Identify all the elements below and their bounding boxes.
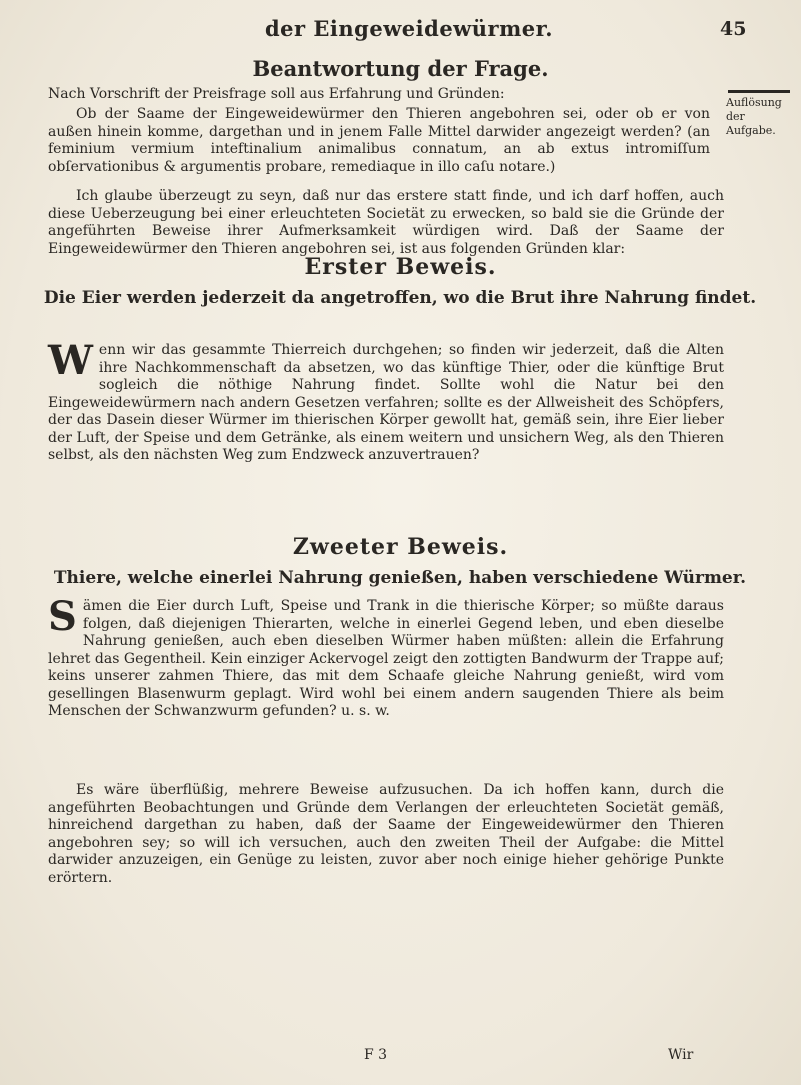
- prize-question: [48, 106, 710, 176]
- prize-question-text: Ob der Saame der Eingeweidewürmer den Thieren angebohren sei, oder ob er von außen hinein komme, dargethan und in jenem Falle Mittel darwider angezeigt werden? (an feminium vermium inteftinalium animalibus connatum, an ab extus intromiſſum obſervationibus & argumentis probare, remediaque in illo caſu notare.): [48, 106, 710, 175]
- proof2-text: ämen die Eier durch Luft, Speise und Trank in die thierische Körper; so müßte daraus folgen, daß diejenigen Thierarten, welche in einerlei Gegend leben, und eben dieselbe Nahrung genießen, auch eben dieselben Würmer haben müßten: allein die Erfahrung lehret das Gegentheil. Kein einziger Ackervogel zeigt den zottigten Bandwurm der Trappe auf; keins unserer zahmen Thiere, das mit dem Schaafe gleiche Nahrung genießt, wird vom gesellingen Blasenwurm geplagt. Wird wohl bei einem andern saugenden Thiere als beim Menschen der Schwanzwurm gefunden? u. s. w.: [48, 598, 724, 719]
- intro-line: Nach Vorschrift der Preisfrage soll aus Erfahrung und Gründen:: [48, 86, 505, 102]
- proof1-text: enn wir das gesammte Thierreich durchgehen; so finden wir jederzeit, daß die Alten ihre Nachkommenschaft da absetzen, wo das künftige Thier, oder die künftige Brut sogleich die nöthige Nahrung findet. Sollte wohl die Natur bei den Eingeweidewürmern nach andern Gesetzen verfahren; sollte es der Allweisheit des Schöpfers, der das Dasein dieser Würmer im thierischen Körper gewollt hat, gemäß sein, ihre Eier lieber der Luft, der Speise und dem Getränke, als einem weitern und unsichern Weg, als den Thieren selbst, als den nächsten Weg zum Endzweck anzuvertrauen?: [48, 342, 724, 463]
- proof2-thesis: Thiere, welche einerlei Nahrung genießen, haben verschiedene Würmer.: [53, 568, 747, 588]
- proof1-title: Erster Beweis.: [304, 254, 497, 280]
- running-head: der Eingeweidewürmer.: [265, 16, 554, 41]
- page-number: 45: [720, 18, 747, 40]
- closing-paragraph: Es wäre überflüßig, mehrere Beweise aufzusuchen. Da ich hoffen kann, durch die angeführten Beobachtungen und Gründe dem Verlangen der erleuchteten Societät gemäß, hinreichend dargethan zu haben, daß der Saame der Eingeweidewürmer den Thieren angebohren sey; so will ich versuchen, auch den zweiten Theil der Aufgabe: die Mittel darwider anzuzeigen, ein Genüge zu leisten, zuvor aber noch einige hieher gehörige Punkte erörtern.: [48, 782, 724, 886]
- intro-paragraph: Ich glaube überzeugt zu seyn, daß nur das erstere statt finde, und ich darf hoffen, auch diese Ueberzeugung bei einer erleuchteten Societät zu erwecken, so bald sie die Gründe der angeführten Beweise ihrer Aufmerksamkeit würdigen wird. Daß der Saame der Eingeweidewürmer den Thieren angebohren sei, ist aus folgenden Gründen klar:: [48, 188, 724, 257]
- proof1-paragraph: [48, 337, 724, 465]
- proof2-title: Zweeter Beweis.: [292, 534, 509, 560]
- signature-mark: F 3: [364, 1047, 388, 1063]
- catchword: Wir: [668, 1047, 694, 1063]
- margin-rule: [728, 90, 790, 93]
- proof1-dropcap: W: [48, 337, 93, 384]
- proof1-thesis: Die Eier werden jederzeit da angetroffen, wo die Brut ihre Nahrung findet.: [43, 288, 757, 308]
- proof2-paragraph: [48, 593, 724, 721]
- proof2-dropcap: S: [48, 593, 77, 640]
- section-title: Beantwortung der Frage.: [252, 56, 549, 81]
- margin-note: Auflösung der Aufgabe.: [726, 96, 782, 137]
